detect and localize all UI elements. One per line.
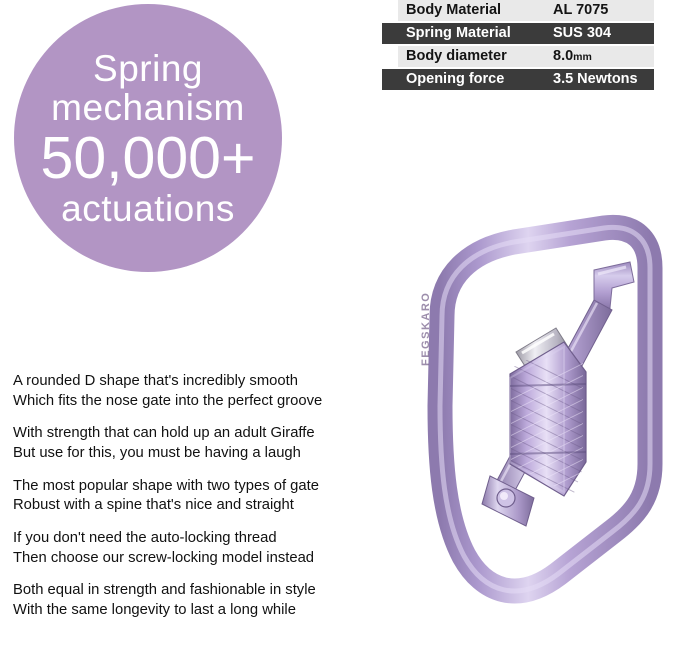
poem-line: But use for this, you must be having a laugh: [13, 445, 301, 462]
row-tick-marker: [382, 69, 398, 90]
badge-line-1: Spring: [93, 47, 203, 89]
spec-value-text: 8.0: [553, 48, 574, 64]
hinge-rivet-highlight: [500, 492, 508, 500]
poem-line: Both equal in strength and fashionable in style: [13, 582, 316, 599]
table-row: [382, 23, 654, 44]
spec-label: Opening force: [398, 69, 551, 90]
spec-value-text: AL 7075: [553, 2, 609, 18]
row-tick-marker: [382, 46, 398, 67]
spec-label: Body Material: [398, 0, 551, 21]
poem-stanza: [13, 581, 433, 620]
badge-line-2: mechanism: [51, 86, 245, 128]
spec-value-text: 3.5 Newtons: [553, 71, 638, 87]
poem-stanza: [13, 372, 433, 411]
spec-value-text: SUS 304: [553, 25, 612, 41]
spec-value: [551, 0, 654, 21]
poem-line: The most popular shape with two types of gate: [13, 477, 319, 494]
poem-line: If you don't need the auto-locking thread: [13, 530, 277, 547]
poem-line: With strength that can hold up an adult Giraffe: [13, 425, 315, 442]
poem-line: Then choose our screw-locking model instead: [13, 549, 315, 566]
table-row: [382, 69, 654, 90]
poem-line: Which fits the nose gate into the perfect groove: [13, 392, 323, 409]
row-tick-marker: [382, 0, 398, 21]
badge-actuation-count: 50,000+: [40, 124, 256, 191]
product-description-poem: [13, 372, 433, 621]
badge-line-4: actuations: [61, 187, 235, 229]
poem-stanza: [13, 529, 433, 568]
spec-label: Body diameter: [398, 46, 551, 67]
carabiner-product-image: [398, 196, 674, 644]
table-row: [382, 46, 654, 67]
carabiner-nose-hook: [594, 262, 634, 308]
carabiner-illustration: [398, 196, 674, 644]
poem-line: With the same longevity to last a long while: [13, 602, 296, 619]
poem-line: Robust with a spine that's nice and straight: [13, 497, 294, 514]
spec-value-unit: mm: [573, 51, 592, 63]
brand-engraving-text: FEGSKARO: [420, 291, 432, 366]
spec-value: [551, 23, 654, 44]
poem-line: A rounded D shape that's incredibly smooth: [13, 373, 298, 389]
spring-mechanism-badge: [14, 4, 282, 272]
table-row: [382, 0, 654, 21]
spec-value: [551, 46, 654, 67]
spec-value: [551, 69, 654, 90]
poem-stanza: [13, 424, 433, 463]
poem-stanza: [13, 477, 433, 516]
row-tick-marker: [382, 23, 398, 44]
specification-table: [382, 0, 654, 90]
spec-label: Spring Material: [398, 23, 551, 44]
